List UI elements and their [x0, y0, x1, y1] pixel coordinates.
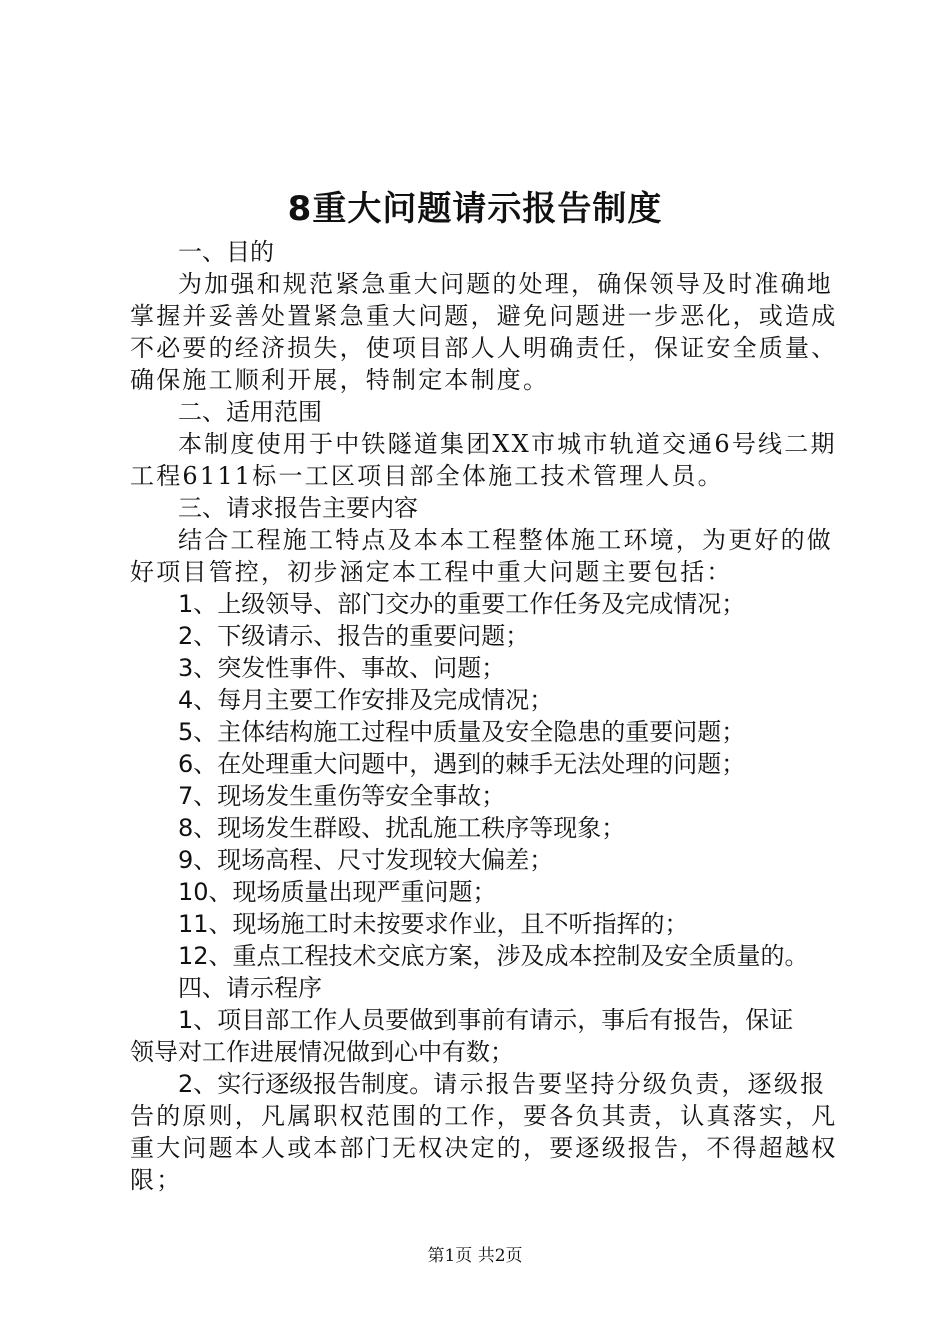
- page-footer: 第1页 共2页: [427, 1246, 523, 1266]
- list-item: 4、每月主要工作安排及完成情况；: [178, 686, 554, 714]
- paragraph-line: 告的原则，凡属职权范围的工作，要各负其责，认真落实，凡: [130, 1102, 838, 1130]
- paragraph-lead-text: 2、实行逐级报告制度。: [178, 1070, 434, 1098]
- document-title: 8重大问题请示报告制度: [287, 189, 663, 229]
- paragraph-line: 领导对工作进展情况做到心中有数；: [130, 1038, 514, 1066]
- paragraph-line: 好项目管控，初步涵定本工程中重大问题主要包括：: [130, 558, 733, 586]
- paragraph-line: 为加强和规范紧急重大问题的处理，确保领导及时准确地: [178, 270, 833, 298]
- section-heading-content: 三、请求报告主要内容: [178, 494, 418, 522]
- section-heading-purpose: 一、目的: [178, 238, 274, 266]
- paragraph-line: 工程6111标一工区项目部全体施工技术管理人员。: [130, 462, 724, 490]
- paragraph-line: [178, 1068, 826, 1100]
- list-item: 1、上级领导、部门交办的重要工作任务及完成情况；: [178, 590, 746, 618]
- paragraph-line: 掌握并妥善处置紧急重大问题，避免问题进一步恶化，或造成: [130, 302, 838, 330]
- section-heading-procedure: 四、请示程序: [178, 974, 322, 1002]
- paragraph-line: 不必要的经济损失，使项目部人人明确责任，保证安全质量、: [130, 334, 838, 362]
- paragraph-line: 限；: [130, 1166, 183, 1194]
- paragraph-line: 重大问题本人或本部门无权决定的，要逐级报告，不得超越权: [130, 1134, 838, 1162]
- paragraph-tail-text: 请示报告要坚持分级负责，逐级报: [433, 1070, 827, 1098]
- list-item: 3、突发性事件、事故、问题；: [178, 654, 506, 682]
- paragraph-line: 结合工程施工特点及本本工程整体施工环境，为更好的做: [178, 526, 833, 554]
- list-item: 8、现场发生群殴、扰乱施工秩序等现象；: [178, 814, 626, 842]
- section-heading-scope: 二、适用范围: [178, 398, 322, 426]
- list-item: 5、主体结构施工过程中质量及安全隐患的重要问题；: [178, 718, 746, 746]
- list-item: 9、现场高程、尺寸发现较大偏差；: [178, 846, 554, 874]
- list-item: 6、在处理重大问题中，遇到的棘手无法处理的问题；: [178, 750, 746, 778]
- paragraph-line: 1、项目部工作人员要做到事前有请示，事后有报告，保证: [178, 1006, 794, 1034]
- paragraph-line: 确保施工顺利开展，特制定本制度。: [130, 366, 550, 394]
- list-item: 2、下级请示、报告的重要问题；: [178, 622, 530, 650]
- list-item: 7、现场发生重伤等安全事故；: [178, 782, 506, 810]
- list-item: 10、现场质量出现严重问题；: [178, 878, 497, 906]
- list-item: 11、现场施工时未按要求作业，且不听指挥的；: [178, 910, 689, 938]
- list-item: 12、重点工程技术交底方案，涉及成本控制及安全质量的。: [178, 942, 809, 970]
- paragraph-line: 本制度使用于中铁隧道集团XX市城市轨道交通6号线二期: [178, 430, 837, 458]
